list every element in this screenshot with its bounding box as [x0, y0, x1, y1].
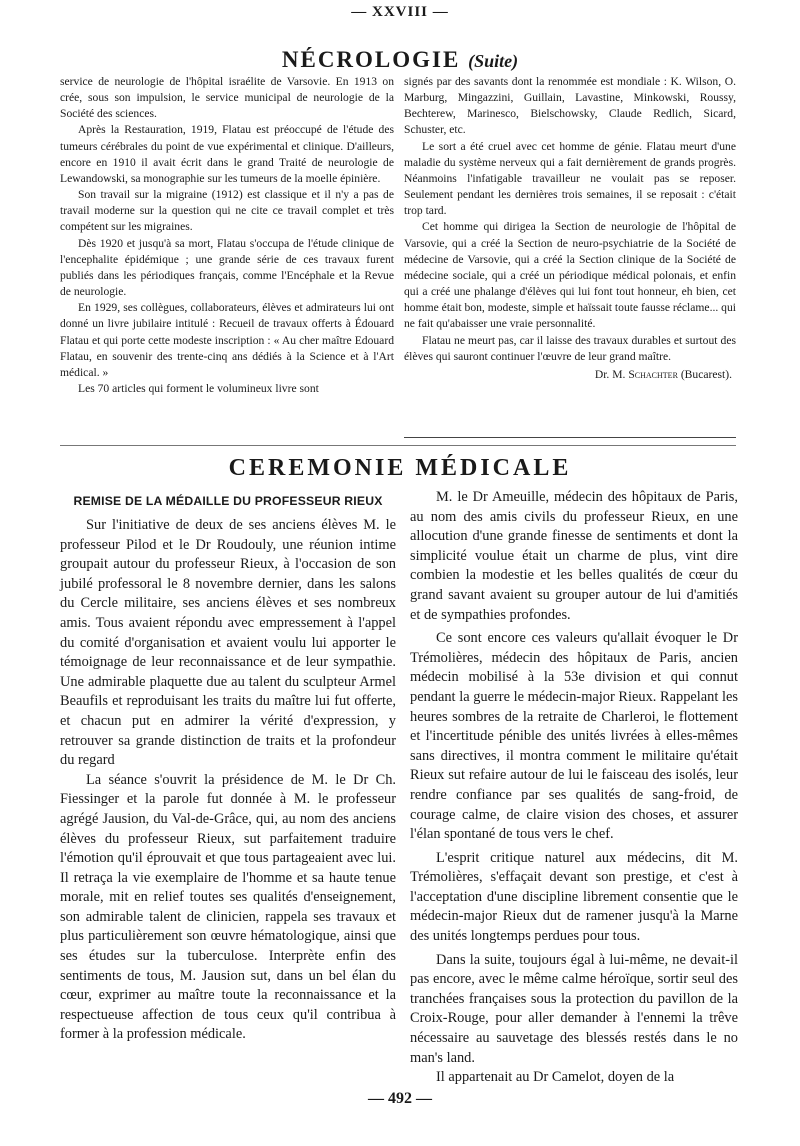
signature-name: Schachter — [628, 367, 678, 381]
signature-prefix: Dr. M. — [594, 367, 626, 381]
section-divider — [60, 445, 736, 446]
necrologie-paragraph: Après la Restauration, 1919, Flatau est préoccupé de l'étude des tumeurs cérébrales du point de vue expérimental et clinique. D'ailleurs, encore en 1910 il avait écrit dans le grand Traité de neurologie de Lewandowski, sa monographie sur les tumeurs de la moelle épinière. — [60, 123, 394, 185]
necrologie-paragraph: Cet homme qui dirigea la Section de neurologie de l'hôpital de Varsovie, qui a créé la Section de neuro-psychiatrie de la Société de médecine de Varsovie, qui a créé la Section clinique de la Société de médecine sociale, qui a créé un périodique médical polonais, et enfin qui a créé une phalange d'élèves qui lui font tout honneur, eh bien, cet homme était bon, modeste, simple et haïssait toute fausse réclame... qui ne fait qu'abaisser une vraie personnalité. — [404, 220, 736, 331]
necrologie-right-column — [404, 74, 736, 383]
necrologie-left-column — [60, 74, 394, 397]
necrologie-paragraph: Les 70 articles qui forment le volumineux livre sont — [78, 381, 319, 395]
necrologie-title-text: NÉCROLOGIE — [281, 47, 461, 72]
necrologie-paragraph: Son travail sur la migraine (1912) est classique et il n'y a pas de travail moderne sur la question qui ne cite ce travail complet et très compétent sur les migraines. — [60, 188, 394, 234]
necrologie-title-suffix: (Suite) — [468, 51, 519, 71]
signature-place: (Bucarest). — [680, 367, 732, 381]
ceremonie-paragraph: La séance s'ouvrit la présidence de M. le Dr Ch. Fiessinger et la parole fut donnée à M. le professeur agrégé Jausion, du Val-de-Grâce, qui, au nom des anciens élèves du professeur Rieux, sut parfaitement traduire l'émotion qu'il éprouvait et que tous partageaient avec lui. Il retraça la vie exemplaire de l'homme et sa haute tenue morale, mit en relief toutes ses qualités d'enseignement, son admirable talent de clinicien, rappela ses travaux et plus particulièrement son œuvre hématologique, ainsi que ses études sur la tuberculose. Interprète enfin des sentiments de tous, M. Jausion sut, dans un bel élan du cœur, exprimer au maître toute la reconnaissance et la respectueuse affection de tous ceux qu'il contribua à former à la profession médicale. — [60, 771, 396, 1043]
ceremonie-paragraph: M. le Dr Ameuille, médecin des hôpitaux de Paris, au nom des amis civils du professeur Rieux, en une allocution d'une grande finesse de sentiments et dont la simplicité voulue était un charme de plus, vint dire combien la modestie et les belles qualités de cœur du grand savant avaient su grouper autour de lui d'amitiés et de sympathies profondes. — [410, 489, 738, 623]
ceremonie-paragraph: Dans la suite, toujours égal à lui-même, ne devait-il pas encore, avec le même calme héroïque, sortir seul des tranchées françaises sous la protection du pavillon de la Croix-Rouge, pour aller demander à l'ennemi la trêve nécessaire au sauvetage des blessés restés dans le no man's land. — [410, 951, 738, 1066]
author-signature — [404, 367, 736, 383]
ceremonie-subheading: REMISE DE LA MÉDAILLE DU PROFESSEUR RIEUX — [73, 494, 383, 508]
ceremonie-paragraph: Ce sont encore ces valeurs qu'allait évoquer le Dr Trémolières, médecin des hôpitaux de Paris, ancien médecin mobilisé à la 53e division et qui connut pendant la guerre le médecin-major Rieux. Rappelant les heures sombres de la retraite de Charleroi, le flottement et l'incertitude pénible des unités livrées à elles-mêmes sans directives, il montra comment le militaire qu'était Rieux sut refaire autour de lui le faisceau des isolés, leur rendre confiance par ses qualités de sang-froid, de courage calme, de claire vision des choses, et assurer l'élan spontané de tous vers le chef. — [410, 630, 738, 843]
necrologie-paragraph: Flatau ne meurt pas, car il laisse des travaux durables et surtout des élèves qui sauront continuer l'œuvre de leur grand maître. — [404, 333, 736, 363]
signature-divider — [404, 437, 736, 438]
necrologie-title — [0, 46, 800, 75]
roman-page-number: — XXVIII — — [351, 4, 449, 20]
necrologie-paragraph: Dès 1920 et jusqu'à sa mort, Flatau s'occupa de l'étude clinique de l'encephalite épidémique ; une grande série de ces travaux furent publiés dans les périodiques français, comme l'Encéphale et la Revue de neurologie. — [60, 236, 394, 299]
ceremonie-paragraph: L'esprit critique naturel aux médecins, dit M. Trémolières, s'effaçait devant son prestige, et c'est à l'acceptation d'une discipline librement consentie que le médecin-major Rieux dut de ramener jusqu'à la Marne des unités longtemps perdues pour tous. — [410, 849, 738, 945]
ceremonie-paragraph: Sur l'initiative de deux de ses anciens élèves M. le professeur Pilod et le Dr Roudouly, une réunion intime groupait autour du professeur Rieux, à l'occasion de son jubilé professoral le 8 novembre dernier, dans les salons du Cercle militaire, ses anciens élèves et ses nombreux amis. Tous avaient répondu avec empressement à l'appel du comité d'organisation et avaient voulu lui apporter le témoignage de leur reconnaissance et de leur sympathie. Une admirable plaquette due au talent du sculpteur Armel Beaufils et reproduisant les traits du maître lui fut offerte, et chacun put en admirer la vérité d'expression, y retrouver sa grande distinction de traits et la profondeur du regard — [60, 517, 396, 769]
necrologie-paragraph: service de neurologie de l'hôpital israélite de Varsovie. En 1913 on crée, sous son impulsion, le service municipal de neurologie de la Société des sciences. — [60, 75, 394, 121]
ceremonie-left-column — [60, 516, 396, 1045]
page-number: — 492 — — [368, 1090, 432, 1107]
necrologie-paragraph: En 1929, ses collègues, collaborateurs, élèves et admirateurs lui ont donné un livre jubilaire intitulé : Recueil de travaux offerts à Édouard Flatau et qui porte cette modeste inscription : « Au cher maître Edouard Flatau, en souvenir des trente-cinq ans dédiés à la Science et à l'Art médical. » — [60, 301, 394, 379]
necrologie-paragraph: signés par des savants dont la renommée est mondiale : K. Wilson, O. Marburg, Mingazzini, Guillain, Lavastine, Minkowski, Roussy, Bechterew, Marinesco, Bielschowsky, Claude Redlich, Sicard, Schuster, etc. — [404, 75, 736, 137]
ceremonie-title: CEREMONIE MÉDICALE — [228, 455, 572, 481]
ceremonie-right-column — [410, 488, 738, 1088]
necrologie-paragraph: Le sort a été cruel avec cet homme de génie. Flatau meurt d'une maladie du système nerveux qui a fait dernièrement de grands progrès. Néanmoins l'infatigable travailleur ne voulait pas se reposer. Seulement pendant les dernières trois semaines, il se reposait : c'était trop tard. — [404, 139, 736, 218]
ceremonie-paragraph: Il appartenait au Dr Camelot, doyen de la — [436, 1069, 675, 1086]
